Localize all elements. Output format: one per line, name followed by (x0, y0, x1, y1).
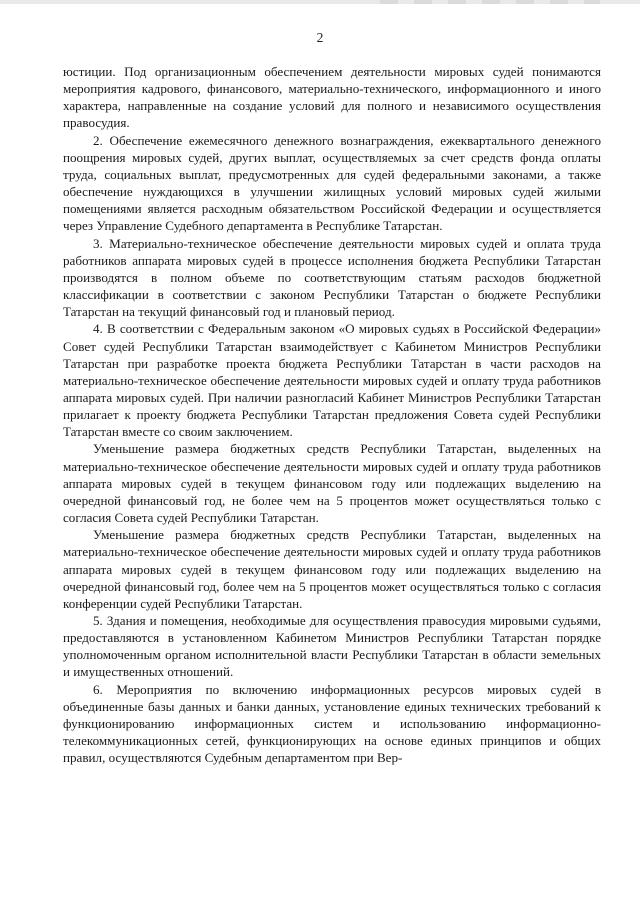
paragraph-item-4: 4. В соответствии с Федеральным законом «О мировых судьях в Российской Федерации» Совет судей Республики Татарстан взаимодействует с Кабинетом Министров Республики Татарстан при разработке проекта бюджета Республики Татарстан в части расходов на материально-техническое обеспечение деятельности мировых судей и оплату труда работников аппарата мировых судей. При наличии разногласий Кабинет Министров Республики Татарстан прилагает к проекту бюджета Республики Татарстан предложения Совета судей Республики Татарстан вместе со своим заключением. (63, 321, 601, 440)
paragraph-item-3: 3. Материально-техническое обеспечение деятельности мировых судей и оплата труда работников аппарата мировых судей в процессе исполнения бюджета Республики Татарстан производятся в полном объеме по соответствующим статьям расходов бюджетной классификации в соответствии с законом Республики Татарстан о бюджете Республики Татарстан на текущий финансовый год и плановый период. (63, 235, 601, 320)
paragraph-reduction-over-5-percent: Уменьшение размера бюджетных средств Республики Татарстан, выделенных на материально-техническое обеспечение деятельности мировых судей и оплату труда работников аппарата мировых судей в текущем финансовом году или подлежащих выделению на очередной финансовый год, более чем на 5 процентов может осуществляться только с согласия конференции судей Республики Татарстан. (63, 527, 601, 611)
scan-marks (380, 0, 600, 4)
paragraph-item-2: 2. Обеспечение ежемесячного денежного вознаграждения, ежеквартального денежного поощрения мировых судей, других выплат, осуществляемых за счет средств фонда оплаты труда, социальных выплат, предусмотренных для судей федеральными законами, а также обеспечение нуждающихся в улучшении жилищных условий мировых судей жилыми помещениями является расходным обязательством Российской Федерации и осуществляется через Управление Судебного департамента в Республике Татарстан. (63, 132, 601, 234)
paragraph-item-6: 6. Мероприятия по включению информационных ресурсов мировых судей в объединенные базы данных и банки данных, установление единых технических требований к функционированию информационных систем и использованию информационно-телекоммуникационных сетей, функционирующих на основе единых принципов и общих правил, осуществляются Судебным департаментом при Вер- (63, 681, 601, 766)
page-number: 2 (316, 30, 324, 45)
paragraph-reduction-up-to-5-percent: Уменьшение размера бюджетных средств Республики Татарстан, выделенных на материально-техническое обеспечение деятельности мировых судей и оплату труда работников аппарата мировых судей в текущем финансовом году или подлежащих выделению на очередной финансовый год, не более чем на 5 процентов может осуществляться только с согласия Совета судей Республики Татарстан. (63, 441, 601, 526)
paragraph-continuation: юстиции. Под организационным обеспечением деятельности мировых судей понимаются мероприятия кадрового, финансового, материально-технического, информационного и иного характера, направленные на создание условий для полного и независимого осуществления правосудия. (63, 64, 601, 131)
paragraph-item-5: 5. Здания и помещения, необходимые для осуществления правосудия мировыми судьями, предоставляются в установленном Кабинетом Министров Республики Татарстан порядке уполномоченным органом исполнительной власти Республики Татарстан в области земельных и имущественных отношений. (63, 613, 601, 680)
document-body (63, 63, 601, 766)
